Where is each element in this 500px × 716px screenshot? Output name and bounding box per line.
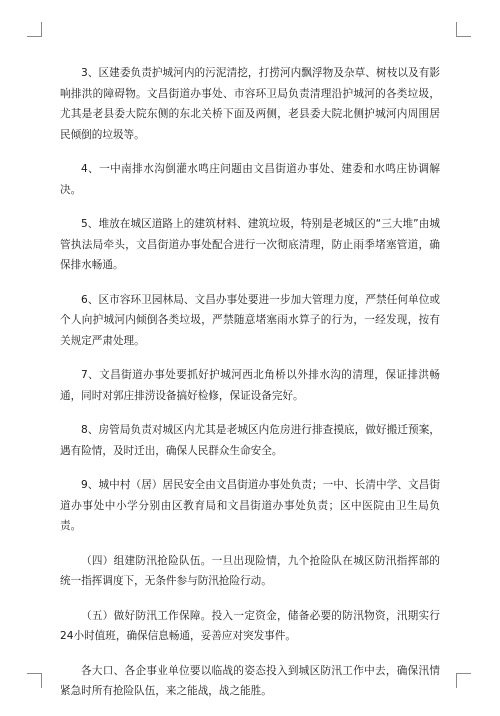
paragraph-section-5: （五）做好防汛工作保障。投入一定资金，储备必要的防汛物资，汛期实行24小时值班，确保信息畅通，妥善应对突发事件。 [60, 609, 440, 642]
paragraph-item-6: 6、区市容环卫园林局、文昌办事处要进一步加大管理力度，严禁任何单位或个人向护城河内倾倒各类垃圾，严禁随意堵塞雨水算子的行为，一经发现，按有关规定严肃处理。 [60, 293, 440, 347]
paragraph-item-7: 7、文昌街道办事处要抓好护城河西北角桥以外排水沟的清理，保证排洪畅通，同时对郭庄排涝设备搞好检修，保证设备完好。 [60, 369, 440, 402]
crop-mark-top-left-horizontal [27, 36, 41, 37]
paragraph-section-4: （四）组建防汛抢险队伍。一旦出现险情，九个抢险队在城区防汛指挥部的统一指挥调度下，无条件参与防汛抢险行动。 [60, 554, 440, 587]
crop-mark-bottom-left-horizontal [27, 673, 41, 674]
crop-mark-top-right-horizontal [457, 36, 471, 37]
paragraph-closing: 各大口、各企事业单位要以临战的姿态投入到城区防汛工作中去，确保汛情紧急时所有抢险队伍，来之能战，战之能胜。 [60, 664, 440, 697]
document-body [60, 63, 440, 716]
paragraph-item-9: 9、城中村（居）居民安全由文昌街道办事处负责；一中、长清中学、文昌街道办事处中小学分别由区教育局和文昌街道办事处负责；区中医院由卫生局负责。 [60, 479, 440, 532]
paragraph-item-3: 3、区建委负责护城河内的污泥清挖，打捞河内飘浮物及杂草、树枝以及有影响排洪的障碍物。文昌街道办事处、市容环卫局负责清理沿护城河的各类垃圾，尤其是老县委大院东侧的东北关桥下面及两侧，老县委大院北侧护城河内周围居民倾倒的垃圾等。 [60, 67, 440, 141]
paragraph-item-8: 8、房管局负责对城区内尤其是老城区内危房进行排查摸底，做好搬迁预案，遇有险情，及时迁出，确保人民群众生命安全。 [60, 424, 440, 457]
crop-mark-bottom-right-horizontal [457, 673, 471, 674]
crop-mark-bottom-right-vertical [456, 673, 457, 688]
crop-mark-top-right-vertical [456, 22, 457, 37]
paragraph-item-5: 5、堆放在城区道路上的建筑材料、建筑垃圾，特别是老城区的“三大堆”由城管执法局牵头，文昌街道办事处配合进行一次彻底清理，防止雨季堵塞管道，确保排水畅通。 [60, 218, 440, 271]
crop-mark-bottom-left-vertical [41, 673, 42, 688]
paragraph-item-4: 4、一中南排水沟倒灌水鸣庄问题由文昌街道办事处、建委和水鸣庄协调解决。 [60, 163, 440, 196]
crop-mark-top-left-vertical [41, 22, 42, 37]
